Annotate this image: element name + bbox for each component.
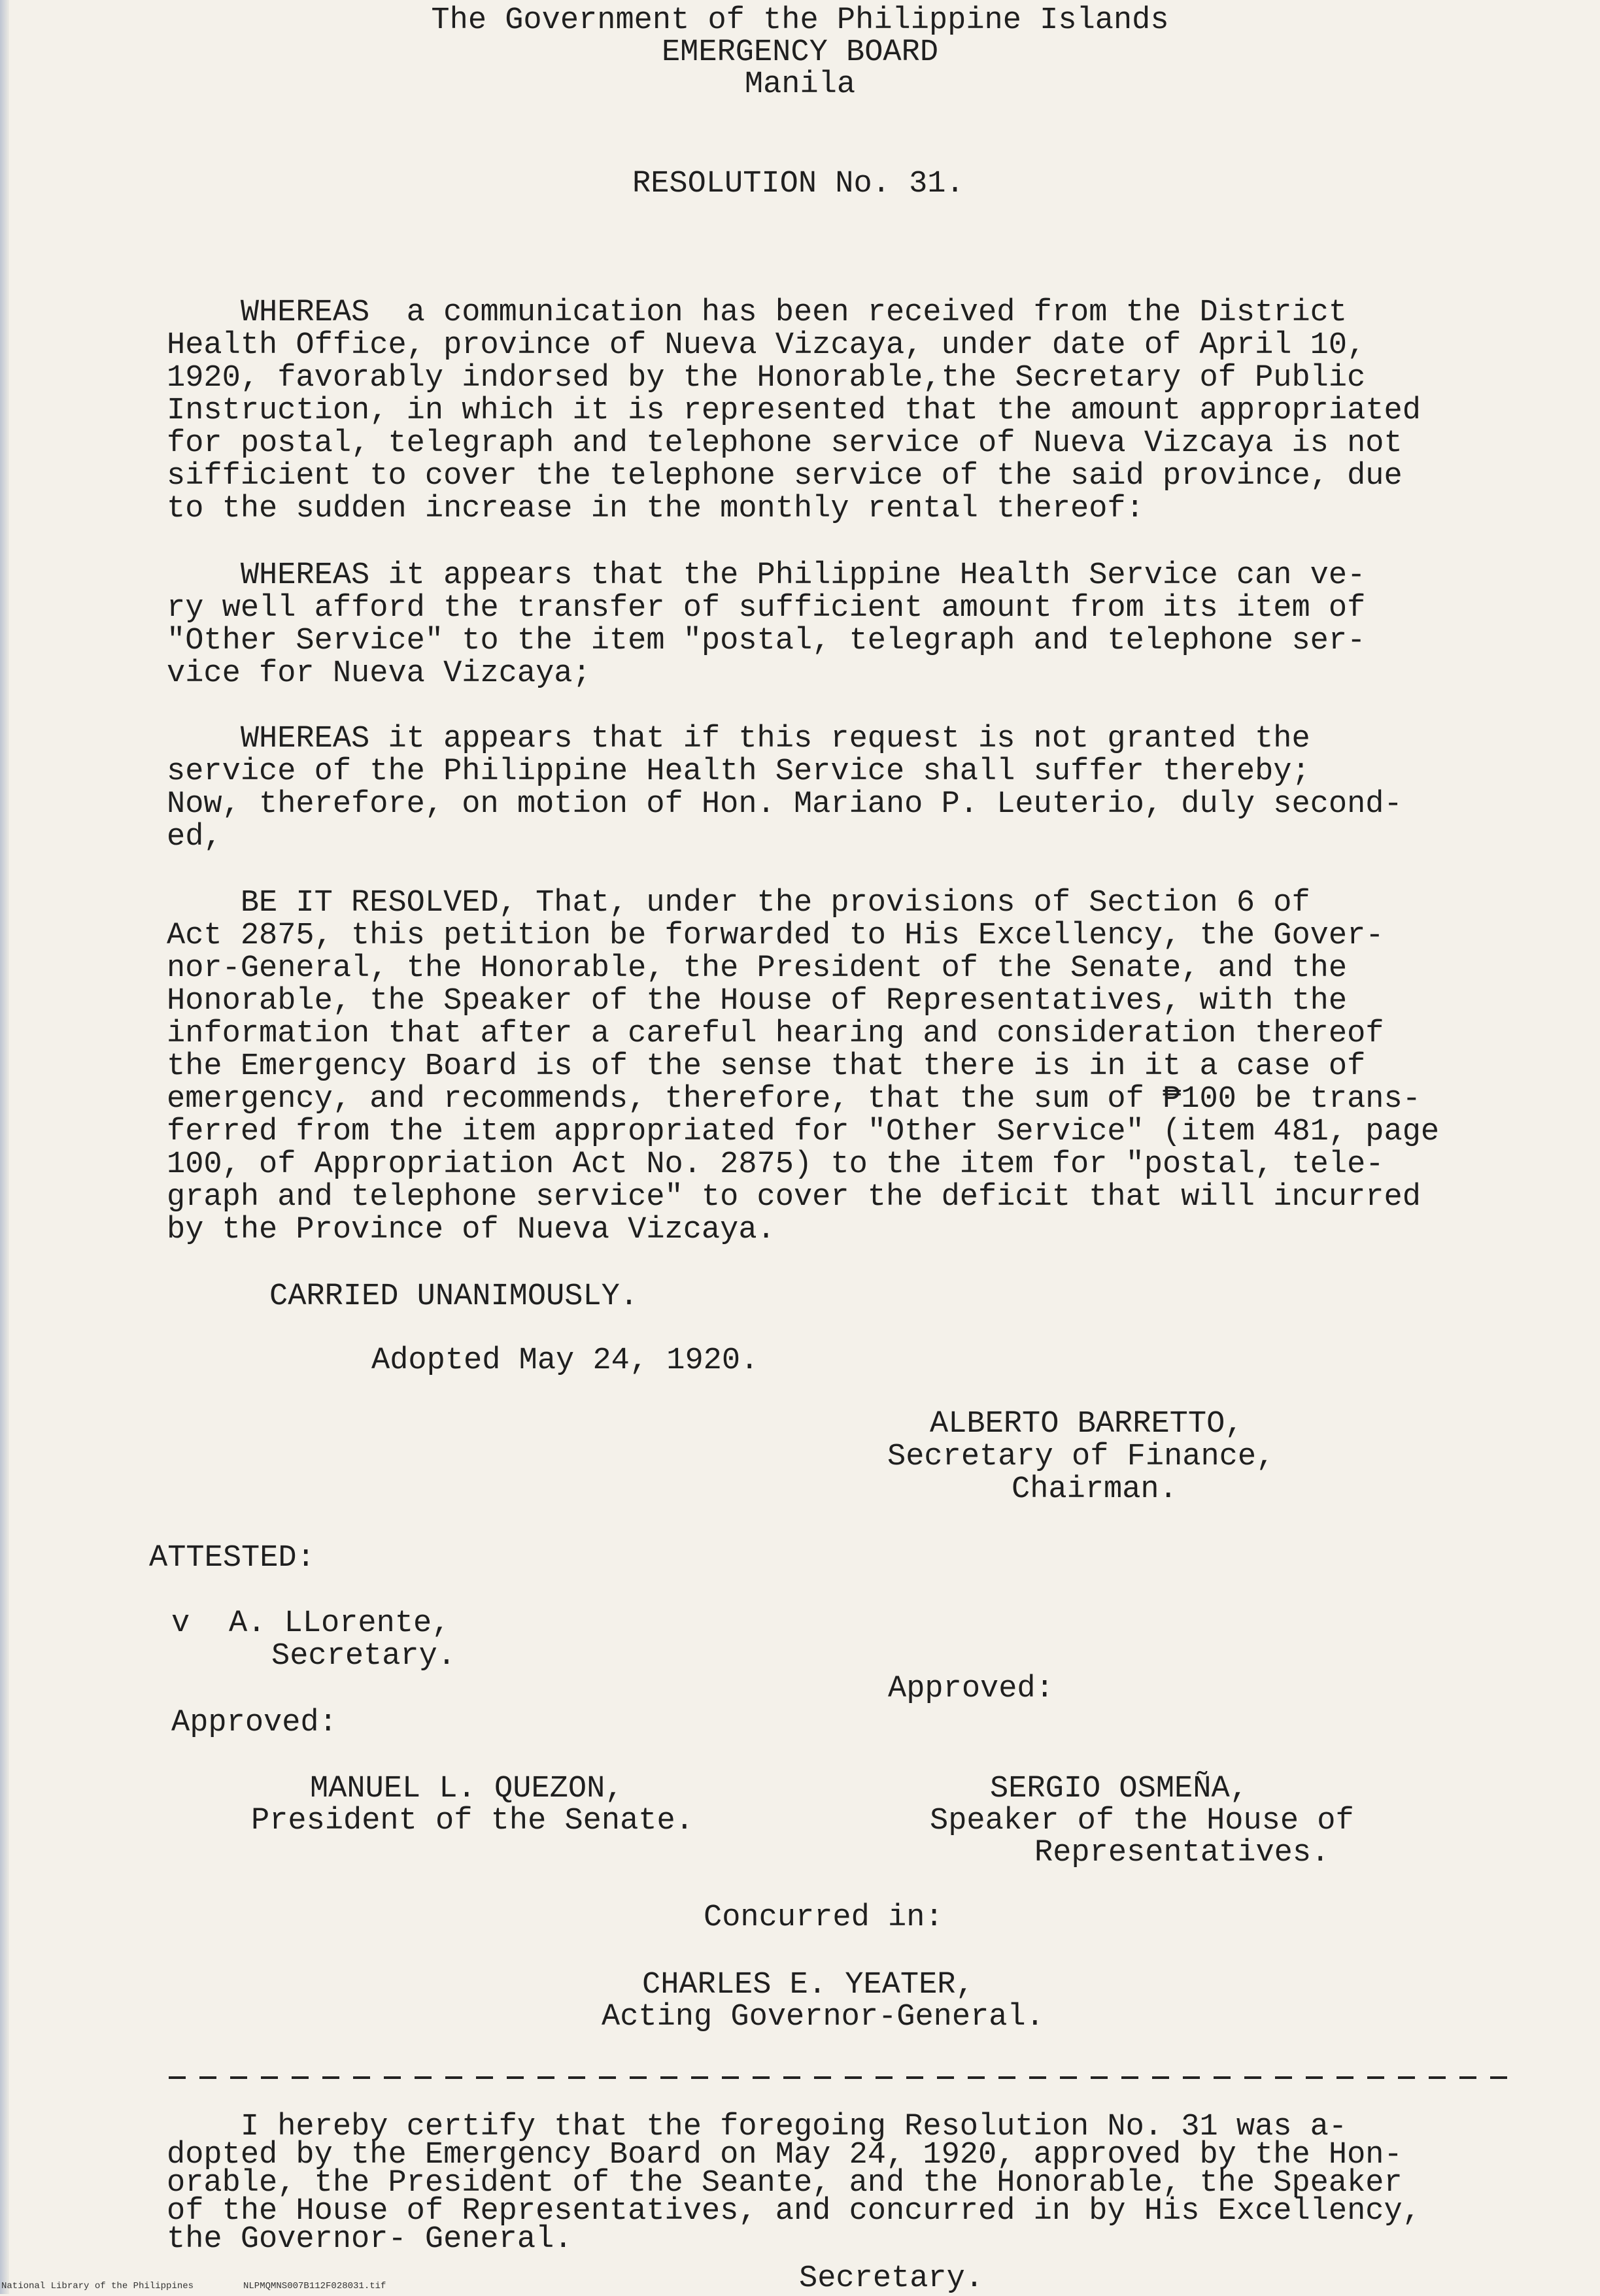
attested-name: A. LLorente, xyxy=(229,1606,451,1641)
header-board: EMERGENCY BOARD xyxy=(661,35,939,70)
text-line: by the Province of Nueva Vizcaya. xyxy=(167,1213,775,1247)
governor-general-name: CHARLES E. YEATER, xyxy=(642,1968,974,2002)
text-line: information that after a careful hearing and consideration thereof xyxy=(167,1017,1384,1051)
text-line: service of the Philippine Health Service shall suffer thereby; xyxy=(167,754,1310,789)
adopted-date: Adopted May 24, 1920. xyxy=(371,1343,759,1378)
text-line: sifficient to cover the telephone service of the said province, due xyxy=(167,459,1403,494)
scan-edge xyxy=(0,0,9,2294)
attested-label: ATTESTED: xyxy=(149,1541,315,1576)
concurred-label: Concurred in: xyxy=(704,1900,944,1935)
text-line: the Governor- General. xyxy=(167,2222,573,2257)
paragraph-whereas-3 xyxy=(167,723,1573,854)
footer-filename: NLPMQMNS007B112F028031.tif xyxy=(243,2281,386,2291)
header-government: The Government of the Philippine Islands xyxy=(431,3,1169,38)
approved-label-left: Approved: xyxy=(171,1706,337,1740)
text-line: dopted by the Emergency Board on May 24, 1920, approved by the Hon- xyxy=(167,2138,1403,2172)
text-line: nor-General, the Honorable, the President of the Senate, and the xyxy=(167,951,1348,986)
text-line: ferred from the item appropriated for "Other Service" (item 481, page xyxy=(167,1115,1440,1149)
attested-mark: v xyxy=(171,1606,190,1641)
certification-paragraph xyxy=(167,2110,1573,2257)
senate-president-name: MANUEL L. QUEZON, xyxy=(310,1772,624,1806)
text-line: orable, the President of the Seante, and the Honorable, the Speaker xyxy=(167,2166,1403,2201)
text-line: 1920, favorably indorsed by the Honorable,the Secretary of Public xyxy=(167,361,1366,396)
text-line: to the sudden increase in the monthly rental thereof: xyxy=(167,492,1144,526)
text-line: the Emergency Board is of the sense that there is in it a case of xyxy=(167,1049,1366,1084)
paragraph-resolved xyxy=(167,887,1573,1247)
certifying-secretary: Secretary. xyxy=(799,2261,984,2296)
chairman-name: ALBERTO BARRETTO, xyxy=(930,1407,1244,1442)
text-line: emergency, and recommends, therefore, that the sum of ₱100 be trans- xyxy=(167,1082,1421,1117)
text-line: Instruction, in which it is represented that the amount appropriated xyxy=(167,394,1421,428)
attested-title: Secretary. xyxy=(271,1639,456,1674)
text-line: "Other Service" to the item "postal, telegraph and telephone ser- xyxy=(167,624,1366,658)
text-line: of the House of Representatives, and concurred in by His Excellency, xyxy=(167,2194,1421,2229)
text-line: I hereby certify that the foregoing Resolution No. 31 was a- xyxy=(167,2110,1348,2144)
house-speaker-name: SERGIO OSMEÑA, xyxy=(990,1772,1248,1806)
text-line: WHEREAS a communication has been received from the District xyxy=(167,295,1348,330)
text-line: ry well afford the transfer of sufficient amount from its item of xyxy=(167,591,1366,626)
carried-unanimously: CARRIED UNANIMOUSLY. xyxy=(269,1279,639,1314)
house-speaker-title: Speaker of the House of xyxy=(930,1804,1354,1838)
text-line: vice for Nueva Vizcaya; xyxy=(167,656,591,691)
header-city: Manila xyxy=(744,67,856,102)
paragraph-whereas-1 xyxy=(167,297,1573,526)
text-line: for postal, telegraph and telephone service of Nueva Vizcaya is not xyxy=(167,426,1403,461)
senate-president-title: President of the Senate. xyxy=(251,1804,694,1838)
text-line: Now, therefore, on motion of Hon. Mariano P. Leuterio, duly second- xyxy=(167,787,1403,822)
text-line: WHEREAS it appears that if this request is not granted the xyxy=(167,722,1310,756)
resolution-title: RESOLUTION No. 31. xyxy=(632,167,964,201)
text-line: 100, of Appropriation Act No. 2875) to the item for "postal, tele- xyxy=(167,1147,1384,1182)
text-line: BE IT RESOLVED, That, under the provisions of Section 6 of xyxy=(167,886,1310,920)
text-line: ed, xyxy=(167,820,222,854)
text-line: Act 2875, this petition be forwarded to His Excellency, the Gover- xyxy=(167,919,1384,953)
approved-label-right: Approved: xyxy=(888,1672,1054,1706)
chairman-role: Chairman. xyxy=(1012,1472,1178,1507)
paragraph-whereas-2 xyxy=(167,560,1573,690)
footer-library: National Library of the Philippines xyxy=(1,2281,194,2291)
house-speaker-title-2: Representatives. xyxy=(1034,1836,1330,1870)
governor-general-title: Acting Governor-General. xyxy=(602,2000,1044,2034)
chairman-title: Secretary of Finance, xyxy=(887,1440,1275,1474)
text-line: Honorable, the Speaker of the House of Representatives, with the xyxy=(167,984,1348,1019)
separator-dashed-line xyxy=(169,2076,1514,2079)
text-line: WHEREAS it appears that the Philippine Health Service can ve- xyxy=(167,558,1366,593)
text-line: graph and telephone service" to cover the deficit that will incurred xyxy=(167,1180,1421,1215)
text-line: Health Office, province of Nueva Vizcaya, under date of April 10, xyxy=(167,328,1366,363)
